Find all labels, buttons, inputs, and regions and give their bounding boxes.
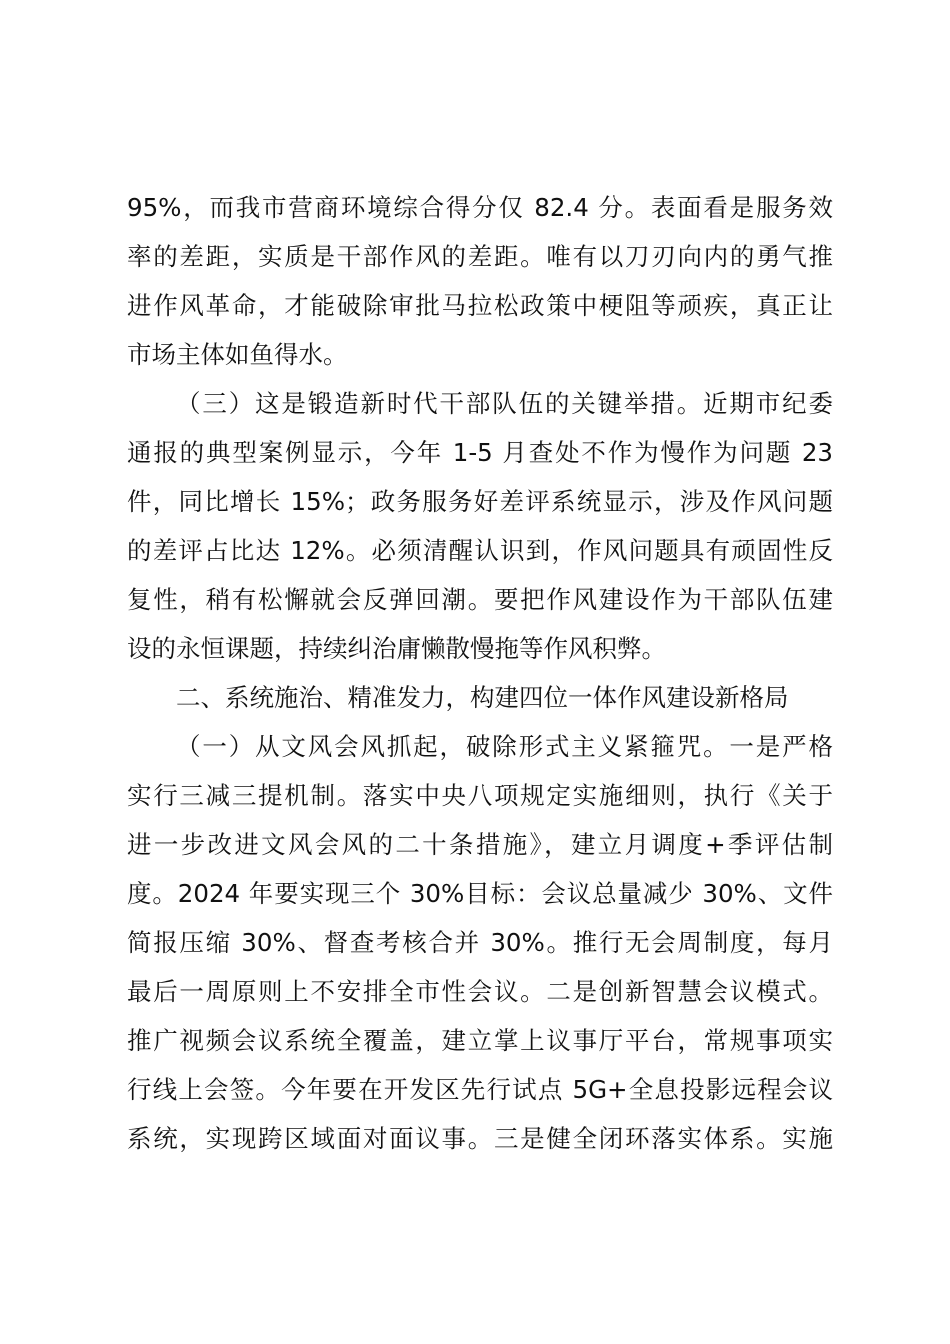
text-line: 进作风革命，才能破除审批马拉松政策中梗阻等顽疾，真正让 <box>127 291 833 320</box>
text-line: 系统，实现跨区域面对面议事。三是健全闭环落实体系。实施 <box>127 1124 833 1153</box>
text-line: 复性，稍有松懈就会反弹回潮。要把作风建设作为干部队伍建 <box>127 585 833 614</box>
text-line: （一）从文风会风抓起，破除形式主义紧箍咒。一是严格 <box>176 732 833 761</box>
document-body <box>127 183 833 1163</box>
text-line: 95%，而我市营商环境综合得分仅 82.4 分。表面看是服务效 <box>127 193 833 222</box>
text-line: 最后一周原则上不安排全市性会议。二是创新智慧会议模式。 <box>127 977 833 1006</box>
text-line: 进一步改进文风会风的二十条措施》，建立月调度+季评估制 <box>127 830 833 859</box>
text-line: 实行三减三提机制。落实中央八项规定实施细则，执行《关于 <box>127 781 833 810</box>
text-line: 件，同比增长 15%；政务服务好差评系统显示，涉及作风问题 <box>127 487 833 516</box>
text-line: 市场主体如鱼得水。 <box>127 340 348 369</box>
text-line: 通报的典型案例显示，今年 1-5 月查处不作为慢作为问题 23 <box>127 438 833 467</box>
text-line: 推广视频会议系统全覆盖，建立掌上议事厅平台，常规事项实 <box>127 1026 833 1055</box>
text-line: 设的永恒课题，持续纠治庸懒散慢拖等作风积弊。 <box>127 634 666 663</box>
text-line: 简报压缩 30%、督查考核合并 30%。推行无会周制度，每月 <box>127 928 833 957</box>
text-line: 度。2024 年要实现三个 30%目标：会议总量减少 30%、文件 <box>127 879 833 908</box>
section-heading: 二、系统施治、精准发力，构建四位一体作风建设新格局 <box>176 683 789 712</box>
text-line: 率的差距，实质是干部作风的差距。唯有以刀刃向内的勇气推 <box>127 242 833 271</box>
text-line: 的差评占比达 12%。必须清醒认识到，作风问题具有顽固性反 <box>127 536 833 565</box>
text-line: 行线上会签。今年要在开发区先行试点 5G+全息投影远程会议 <box>127 1075 833 1104</box>
text-line: （三）这是锻造新时代干部队伍的关键举措。近期市纪委 <box>176 389 833 418</box>
